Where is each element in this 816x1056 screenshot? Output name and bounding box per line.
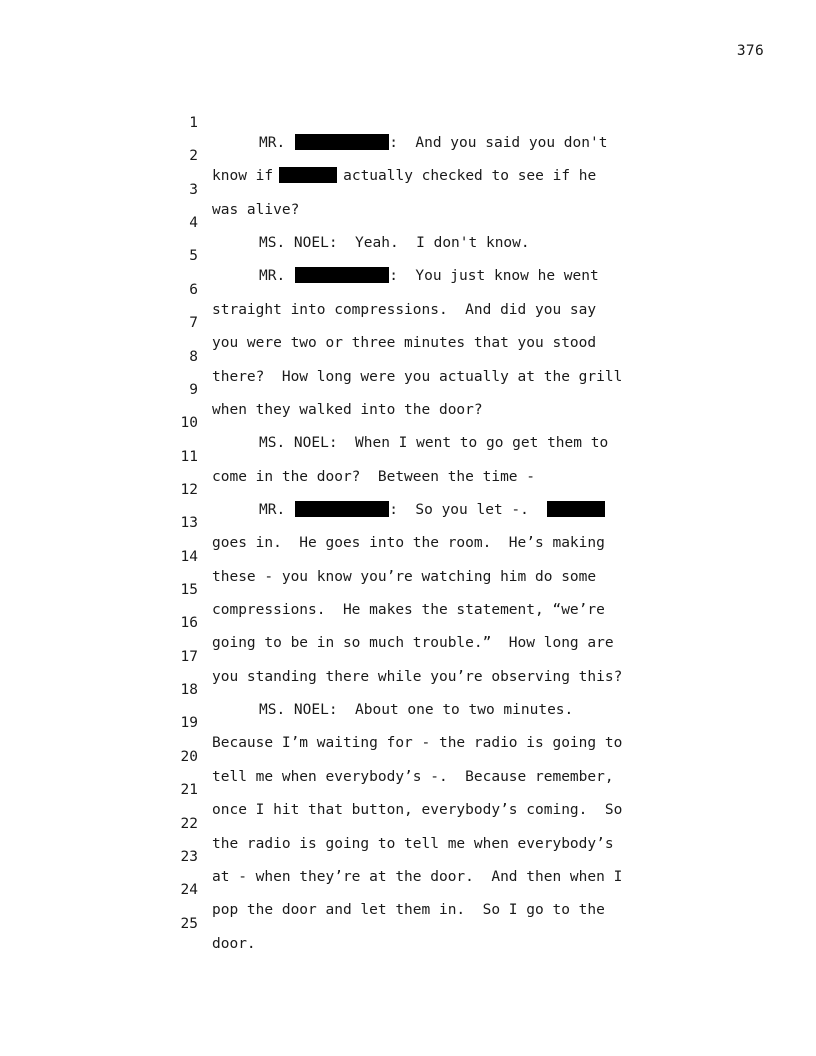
line-number: 3 xyxy=(189,181,198,198)
line-text: the radio is going to tell me when everybody’s xyxy=(212,835,614,852)
transcript-line xyxy=(0,794,816,852)
transcript-line xyxy=(0,760,816,819)
line-text-segment: know if xyxy=(212,168,274,185)
speaker-label: MR. xyxy=(259,501,286,518)
line-text: once I hit that button, everybody’s coming. So xyxy=(212,802,623,819)
line-number: 14 xyxy=(180,548,198,565)
line-number: 21 xyxy=(180,782,198,799)
line-text: come in the door? Between the time - xyxy=(212,468,536,485)
line-number: 19 xyxy=(180,715,198,732)
line-text-segment: : You just know he went xyxy=(389,268,599,285)
transcript-line xyxy=(0,360,816,418)
transcript-line xyxy=(0,493,816,552)
line-text: you were two or three minutes that you stood xyxy=(212,335,597,352)
line-text-segment: : So you let -. xyxy=(389,501,529,518)
line-number: 7 xyxy=(189,315,198,332)
line-text: goes in. He goes into the room. He’s making xyxy=(212,535,605,552)
transcript-line xyxy=(0,427,816,485)
transcript-line xyxy=(0,93,816,151)
line-text: MS. NOEL: About one to two minutes. xyxy=(259,702,574,719)
line-number: 15 xyxy=(180,582,198,599)
transcript-line xyxy=(0,593,816,652)
page-number: 376 xyxy=(736,43,764,59)
transcript-line xyxy=(0,327,816,385)
line-number: 17 xyxy=(180,648,198,665)
line-text: Because I’m waiting for - the radio is going to xyxy=(212,735,623,752)
line-text-segment: actually checked to see if he xyxy=(343,168,597,185)
line-text: compressions. He makes the statement, “we’re xyxy=(212,602,605,619)
transcript-line xyxy=(0,393,816,452)
line-text: MS. NOEL: Yeah. I don't know. xyxy=(259,235,530,252)
transcript-line xyxy=(0,160,816,218)
transcript-line xyxy=(0,693,816,752)
transcript-line xyxy=(0,260,816,318)
line-text: there? How long were you actually at the grill xyxy=(212,368,623,385)
line-number: 23 xyxy=(180,848,198,865)
line-text: straight into compressions. And did you say xyxy=(212,301,597,318)
line-number: 20 xyxy=(180,748,198,765)
line-number: 12 xyxy=(180,481,198,498)
transcript-line xyxy=(0,727,816,785)
line-number: 11 xyxy=(180,448,198,465)
line-number: 9 xyxy=(189,381,198,398)
speaker-label: MR. xyxy=(259,268,286,285)
line-text: at - when they’re at the door. And then when I xyxy=(212,868,623,885)
line-text-segment: : And you said you don't xyxy=(389,135,608,151)
transcript-line xyxy=(0,660,816,719)
line-number: 8 xyxy=(189,348,198,365)
line-number: 10 xyxy=(180,415,198,432)
line-number: 1 xyxy=(189,115,198,131)
line-number: 5 xyxy=(189,248,198,265)
line-text: going to be in so much trouble.” How long are xyxy=(212,635,614,652)
line-number: 2 xyxy=(189,148,198,165)
line-text: when they walked into the door? xyxy=(212,401,483,418)
transcript-line xyxy=(0,827,816,885)
line-text: door. xyxy=(212,935,256,952)
line-text: was alive? xyxy=(212,201,300,218)
transcript-line xyxy=(0,894,816,952)
line-text: you standing there while you’re observing this? xyxy=(212,668,623,685)
transcript-line xyxy=(0,226,816,285)
transcript-line xyxy=(0,126,816,185)
line-number: 13 xyxy=(180,515,198,532)
transcript-line xyxy=(0,627,816,685)
line-text: MS. NOEL: When I went to go get them to xyxy=(259,435,609,452)
transcript-line xyxy=(0,293,816,352)
line-text: these - you know you’re watching him do some xyxy=(212,568,597,585)
line-number: 4 xyxy=(189,215,198,232)
transcript-line xyxy=(0,460,816,518)
line-number: 24 xyxy=(180,882,198,899)
speaker-label: MR. xyxy=(259,135,286,151)
transcript-line xyxy=(0,193,816,252)
transcript-line xyxy=(0,560,816,619)
line-number: 25 xyxy=(180,915,198,932)
transcript-line xyxy=(0,860,816,919)
transcript-line xyxy=(0,527,816,585)
transcript-body xyxy=(0,93,816,952)
line-number: 18 xyxy=(180,682,198,699)
line-number: 16 xyxy=(180,615,198,632)
line-text: pop the door and let them in. So I go to the xyxy=(212,902,605,919)
line-text: tell me when everybody’s -. Because remember, xyxy=(212,768,614,785)
line-number: 6 xyxy=(189,281,198,298)
line-number: 22 xyxy=(180,815,198,832)
